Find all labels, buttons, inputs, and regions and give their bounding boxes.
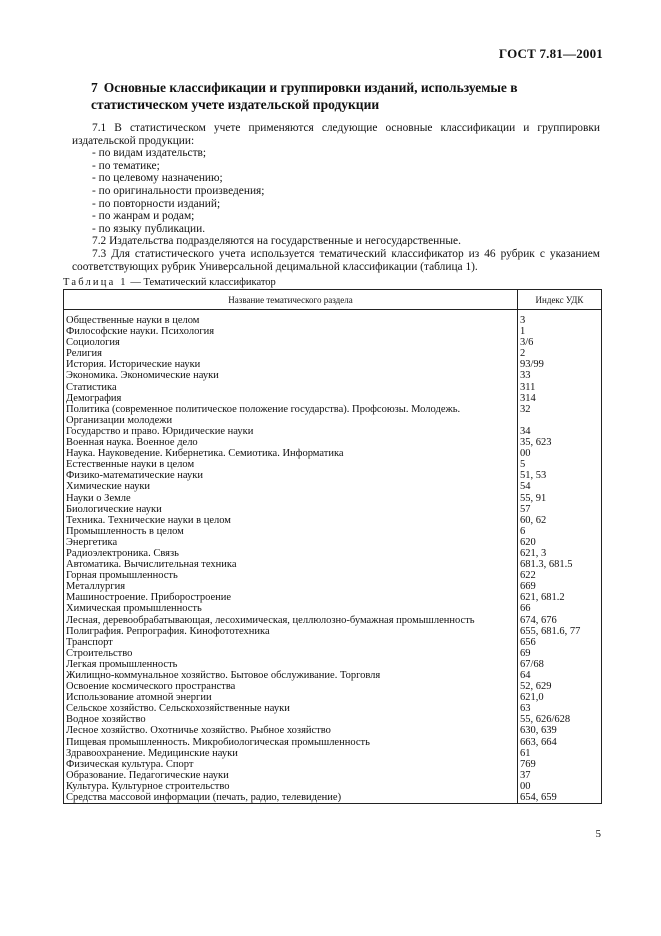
section-name-cell: Философские науки. Психология xyxy=(64,326,518,337)
table-row xyxy=(64,504,602,515)
list-item: - по видам издательств; xyxy=(92,147,207,160)
udc-index-cell: 33 xyxy=(518,370,602,381)
section-name-cell: Полиграфия. Репрография. Кинофототехника xyxy=(64,626,518,637)
udc-index-cell: 52, 629 xyxy=(518,681,602,692)
udc-index-cell: 35, 623 xyxy=(518,437,602,448)
udc-index-cell: 34 xyxy=(518,426,602,437)
section-name-cell: Лесная, деревообрабатывающая, лесохимическая, целлюлозно-бумажная промышленность xyxy=(64,615,518,626)
udc-index-cell: 5 xyxy=(518,459,602,470)
list-item: - по жанрам и родам; xyxy=(92,210,195,223)
udc-index-cell: 60, 62 xyxy=(518,515,602,526)
body-text xyxy=(72,122,600,273)
table-caption xyxy=(63,277,276,288)
section-name-cell: Естественные науки в целом xyxy=(64,459,518,470)
table-row xyxy=(64,348,602,359)
section-name-cell: Демография xyxy=(64,393,518,404)
section-name-cell: Промышленность в целом xyxy=(64,526,518,537)
table-row xyxy=(64,692,602,703)
column-header-section-name: Название тематического раздела xyxy=(64,290,518,310)
udc-index-cell: 54 xyxy=(518,481,602,492)
table-row xyxy=(64,448,602,459)
udc-index-cell: 663, 664 xyxy=(518,737,602,748)
table-row xyxy=(64,315,602,326)
section-name-cell: Культура. Культурное строительство xyxy=(64,781,518,792)
section-name-cell: Науки о Земле xyxy=(64,493,518,504)
list-item: - по оригинальности произведения; xyxy=(92,184,265,197)
udc-index-cell: 654, 659 xyxy=(518,792,602,804)
udc-index-cell: 621,0 xyxy=(518,692,602,703)
table-row xyxy=(64,459,602,470)
table-row xyxy=(64,770,602,781)
udc-index-cell: 621, 681.2 xyxy=(518,592,602,603)
udc-index-cell: 64 xyxy=(518,670,602,681)
section-name-cell: Средства массовой информации (печать, радио, телевидение) xyxy=(64,792,518,804)
udc-index-cell: 622 xyxy=(518,570,602,581)
list-item: - по повторности изданий; xyxy=(92,197,221,210)
section-name-cell: Химическая промышленность xyxy=(64,603,518,614)
table-row xyxy=(64,781,602,792)
section-name-cell: Автоматика. Вычислительная техника xyxy=(64,559,518,570)
udc-index-cell: 3 xyxy=(518,315,602,326)
section-name-cell: Использование атомной энергии xyxy=(64,692,518,703)
table-caption-label: Таблица 1 xyxy=(63,277,128,288)
table-row xyxy=(64,714,602,725)
section-name-cell: Легкая промышленность xyxy=(64,659,518,670)
udc-index-cell: 51, 53 xyxy=(518,470,602,481)
table-row xyxy=(64,370,602,381)
udc-index-cell: 620 xyxy=(518,537,602,548)
table-row xyxy=(64,626,602,637)
udc-index-cell: 55, 91 xyxy=(518,493,602,504)
section-name-cell: Здравоохранение. Медицинские науки xyxy=(64,748,518,759)
udc-index-cell: 93/99 xyxy=(518,359,602,370)
list-item: - по языку публикации. xyxy=(92,222,206,235)
udc-index-cell: 2 xyxy=(518,348,602,359)
udc-index-cell: 66 xyxy=(518,603,602,614)
section-name-cell: Пищевая промышленность. Микробиологическая промышленность xyxy=(64,737,518,748)
section-name-cell: Образование. Педагогические науки xyxy=(64,770,518,781)
thematic-classifier-table xyxy=(63,289,602,804)
section-name-cell: Наука. Науковедение. Кибернетика. Семиотика. Информатика xyxy=(64,448,518,459)
udc-index-cell: 621, 3 xyxy=(518,548,602,559)
paragraph-7-1: 7.1 В статистическом учете применяются следующие основные классификации и группировки издательской продукции: xyxy=(72,122,600,147)
column-header-udc-index: Индекс УДК xyxy=(518,290,602,310)
table-row xyxy=(64,637,602,648)
udc-index-cell: 37 xyxy=(518,770,602,781)
udc-index-cell: 656 xyxy=(518,637,602,648)
table-row xyxy=(64,481,602,492)
section-name-cell: История. Исторические науки xyxy=(64,359,518,370)
list-item: - по тематике; xyxy=(92,159,160,172)
table-row xyxy=(64,526,602,537)
udc-index-cell: 61 xyxy=(518,748,602,759)
section-name-cell: Сельское хозяйство. Сельскохозяйственные науки xyxy=(64,703,518,714)
udc-index-cell: 1 xyxy=(518,326,602,337)
section-name-cell: Освоение космического пространства xyxy=(64,681,518,692)
section-name-cell: Горная промышленность xyxy=(64,570,518,581)
udc-index-cell: 674, 676 xyxy=(518,615,602,626)
table-row xyxy=(64,537,602,548)
section-name-cell: Физическая культура. Спорт xyxy=(64,759,518,770)
table-row xyxy=(64,659,602,670)
table-row xyxy=(64,493,602,504)
table-row xyxy=(64,670,602,681)
udc-index-cell: 6 xyxy=(518,526,602,537)
section-name-cell: Социология xyxy=(64,337,518,348)
table-row xyxy=(64,570,602,581)
section-name-cell: Государство и право. Юридические науки xyxy=(64,426,518,437)
table-row xyxy=(64,404,602,426)
udc-index-cell: 69 xyxy=(518,648,602,659)
table-row xyxy=(64,559,602,570)
table-row xyxy=(64,592,602,603)
section-name-cell: Лесное хозяйство. Охотничье хозяйство. Рыбное хозяйство xyxy=(64,725,518,736)
udc-index-cell: 669 xyxy=(518,581,602,592)
section-title xyxy=(91,79,561,113)
table-row xyxy=(64,470,602,481)
udc-index-cell: 32 xyxy=(518,404,602,426)
section-name-cell: Физико-математические науки xyxy=(64,470,518,481)
paragraph-7-3: 7.3 Для статистического учета используется тематический классификатор из 46 рубрик с указанием соответствующих рубрик Универсальной децимальной классификации (таблица 1). xyxy=(72,247,600,273)
section-name-cell: Металлургия xyxy=(64,581,518,592)
table-row xyxy=(64,603,602,614)
classification-list xyxy=(72,147,600,235)
section-name-cell: Религия xyxy=(64,348,518,359)
udc-index-cell: 769 xyxy=(518,759,602,770)
udc-index-cell: 55, 626/628 xyxy=(518,714,602,725)
table-row xyxy=(64,681,602,692)
page-header-standard: ГОСТ 7.81—2001 xyxy=(498,46,603,61)
section-name-cell: Экономика. Экономические науки xyxy=(64,370,518,381)
udc-index-cell: 57 xyxy=(518,504,602,515)
section-name-cell: Химические науки xyxy=(64,481,518,492)
udc-index-cell: 630, 639 xyxy=(518,725,602,736)
table-row xyxy=(64,426,602,437)
udc-index-cell: 00 xyxy=(518,781,602,792)
section-title-text: Основные классификации и группировки изданий, используемые в статистическом учете издательской продукции xyxy=(91,80,518,112)
table-row xyxy=(64,437,602,448)
table-row xyxy=(64,737,602,748)
table-row xyxy=(64,792,602,804)
section-name-cell: Строительство xyxy=(64,648,518,659)
section-number: 7 xyxy=(91,80,98,95)
table-row xyxy=(64,359,602,370)
section-name-cell: Энергетика xyxy=(64,537,518,548)
udc-index-cell: 63 xyxy=(518,703,602,714)
section-name-cell: Жилищно-коммунальное хозяйство. Бытовое обслуживание. Торговля xyxy=(64,670,518,681)
table-row xyxy=(64,703,602,714)
section-name-cell: Общественные науки в целом xyxy=(64,315,518,326)
table-row xyxy=(64,548,602,559)
udc-index-cell: 681.3, 681.5 xyxy=(518,559,602,570)
list-item: - по целевому назначению; xyxy=(92,172,223,185)
table-row xyxy=(64,748,602,759)
udc-index-cell: 314 xyxy=(518,393,602,404)
table-row xyxy=(64,326,602,337)
table-row xyxy=(64,393,602,404)
table-header-row xyxy=(64,290,602,310)
udc-index-cell: 655, 681.6, 77 xyxy=(518,626,602,637)
table-row xyxy=(64,725,602,736)
section-name-cell: Радиоэлектроника. Связь xyxy=(64,548,518,559)
udc-index-cell: 67/68 xyxy=(518,659,602,670)
section-name-cell: Биологические науки xyxy=(64,504,518,515)
page-number: 5 xyxy=(595,828,601,840)
section-name-cell: Статистика xyxy=(64,382,518,393)
table-row xyxy=(64,382,602,393)
table-row xyxy=(64,615,602,626)
section-name-cell: Техника. Технические науки в целом xyxy=(64,515,518,526)
udc-index-cell: 311 xyxy=(518,382,602,393)
table-row xyxy=(64,759,602,770)
paragraph-7-2: 7.2 Издательства подразделяются на государственные и негосударственные. xyxy=(92,235,461,248)
table-row xyxy=(64,337,602,348)
table-body xyxy=(64,310,602,804)
udc-index-cell: 3/6 xyxy=(518,337,602,348)
table-row xyxy=(64,515,602,526)
section-name-cell: Военная наука. Военное дело xyxy=(64,437,518,448)
section-name-cell: Транспорт xyxy=(64,637,518,648)
table-row xyxy=(64,581,602,592)
udc-index-cell: 00 xyxy=(518,448,602,459)
table-caption-text: — Тематический классификатор xyxy=(127,277,276,288)
section-name-cell: Машиностроение. Приборостроение xyxy=(64,592,518,603)
section-name-cell: Политика (современное политическое положение государства). Профсоюзы. Молодежь. Организации молодежи xyxy=(64,404,518,426)
section-name-cell: Водное хозяйство xyxy=(64,714,518,725)
table-row xyxy=(64,648,602,659)
